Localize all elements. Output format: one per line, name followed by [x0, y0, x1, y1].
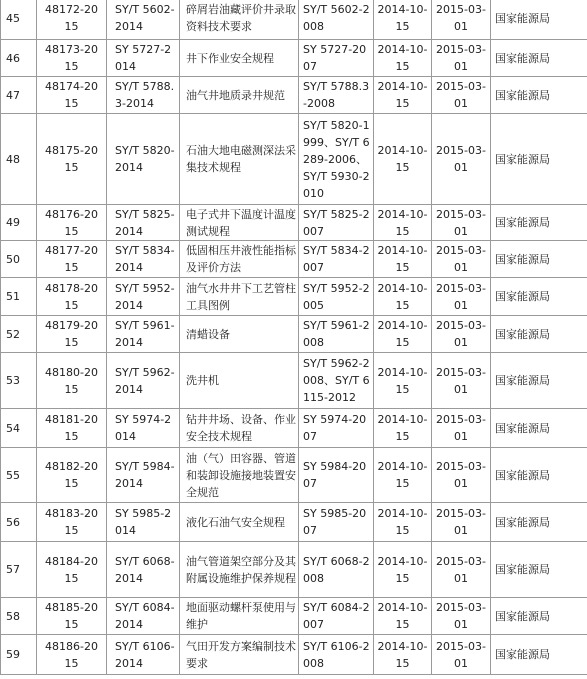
- standard-number: SY/T 5602-2014: [107, 0, 180, 40]
- record-code: 48176-2015: [37, 205, 107, 241]
- issue-date: 2014-10-15: [374, 598, 432, 635]
- record-code: 48178-2015: [37, 278, 107, 316]
- standard-number: SY/T 5961-2014: [107, 316, 180, 353]
- row-number: 46: [1, 40, 37, 77]
- row-number: 59: [1, 635, 37, 675]
- standard-number: SY/T 6106-2014: [107, 635, 180, 675]
- standard-number: SY/T 5788.3-2014: [107, 77, 180, 114]
- replaced-standard: SY/T 6084-2007: [299, 598, 374, 635]
- issuing-department: 国家能源局: [491, 353, 587, 409]
- table-row: [1, 503, 587, 542]
- table-row: [1, 278, 587, 316]
- standard-number: SY 5974-2014: [107, 409, 180, 448]
- issuing-department: 国家能源局: [491, 598, 587, 635]
- standard-name: 油气管道架空部分及其附属设施维护保养规程: [180, 542, 299, 598]
- replaced-standard: SY/T 5952-2005: [299, 278, 374, 316]
- standard-number: SY/T 5834-2014: [107, 241, 180, 278]
- issue-date: 2014-10-15: [374, 503, 432, 542]
- effective-date: 2015-03-01: [432, 316, 491, 353]
- record-code: 48173-2015: [37, 40, 107, 77]
- effective-date: 2015-03-01: [432, 278, 491, 316]
- row-number: 57: [1, 542, 37, 598]
- standard-name: 钻井井场、设备、作业安全技术规程: [180, 409, 299, 448]
- issuing-department: 国家能源局: [491, 635, 587, 675]
- row-number: 49: [1, 205, 37, 241]
- record-code: 48184-2015: [37, 542, 107, 598]
- standard-number: SY/T 6068-2014: [107, 542, 180, 598]
- replaced-standard: SY 5974-2007: [299, 409, 374, 448]
- row-number: 55: [1, 448, 37, 503]
- issuing-department: 国家能源局: [491, 278, 587, 316]
- standard-number: SY/T 5984-2014: [107, 448, 180, 503]
- issuing-department: 国家能源局: [491, 77, 587, 114]
- replaced-standard: SY 5985-2007: [299, 503, 374, 542]
- record-code: 48181-2015: [37, 409, 107, 448]
- replaced-standard: SY/T 5961-2008: [299, 316, 374, 353]
- issue-date: 2014-10-15: [374, 0, 432, 40]
- effective-date: 2015-03-01: [432, 542, 491, 598]
- standard-number: SY/T 5825-2014: [107, 205, 180, 241]
- row-number: 52: [1, 316, 37, 353]
- issuing-department: 国家能源局: [491, 114, 587, 205]
- table-row: [1, 77, 587, 114]
- issuing-department: 国家能源局: [491, 241, 587, 278]
- issue-date: 2014-10-15: [374, 114, 432, 205]
- row-number: 47: [1, 77, 37, 114]
- issue-date: 2014-10-15: [374, 353, 432, 409]
- standard-name: 地面驱动螺杆泵使用与维护: [180, 598, 299, 635]
- standard-name: 低固相压井液性能指标及评价方法: [180, 241, 299, 278]
- effective-date: 2015-03-01: [432, 353, 491, 409]
- record-code: 48186-2015: [37, 635, 107, 675]
- standard-name: 气田开发方案编制技术要求: [180, 635, 299, 675]
- table-row: [1, 205, 587, 241]
- replaced-standard: SY 5727-2007: [299, 40, 374, 77]
- issue-date: 2014-10-15: [374, 77, 432, 114]
- issuing-department: 国家能源局: [491, 503, 587, 542]
- standard-name: 油气水井井下工艺管柱工具图例: [180, 278, 299, 316]
- effective-date: 2015-03-01: [432, 448, 491, 503]
- row-number: 53: [1, 353, 37, 409]
- effective-date: 2015-03-01: [432, 503, 491, 542]
- effective-date: 2015-03-01: [432, 635, 491, 675]
- standard-number: SY/T 6084-2014: [107, 598, 180, 635]
- issue-date: 2014-10-15: [374, 316, 432, 353]
- row-number: 54: [1, 409, 37, 448]
- replaced-standard: SY/T 5602-2008: [299, 0, 374, 40]
- record-code: 48177-2015: [37, 241, 107, 278]
- row-number: 48: [1, 114, 37, 205]
- issue-date: 2014-10-15: [374, 635, 432, 675]
- issuing-department: 国家能源局: [491, 409, 587, 448]
- record-code: 48183-2015: [37, 503, 107, 542]
- issue-date: 2014-10-15: [374, 542, 432, 598]
- standard-number: SY/T 5820-2014: [107, 114, 180, 205]
- issue-date: 2014-10-15: [374, 409, 432, 448]
- row-number: 50: [1, 241, 37, 278]
- effective-date: 2015-03-01: [432, 114, 491, 205]
- issuing-department: 国家能源局: [491, 0, 587, 40]
- replaced-standard: SY/T 5834-2007: [299, 241, 374, 278]
- record-code: 48175-2015: [37, 114, 107, 205]
- issuing-department: 国家能源局: [491, 40, 587, 77]
- record-code: 48174-2015: [37, 77, 107, 114]
- replaced-standard: SY/T 5962-2008、SY/T 6115-2012: [299, 353, 374, 409]
- table-row: [1, 598, 587, 635]
- record-code: 48172-2015: [37, 0, 107, 40]
- standard-name: 电子式井下温度计温度测试规程: [180, 205, 299, 241]
- effective-date: 2015-03-01: [432, 409, 491, 448]
- effective-date: 2015-03-01: [432, 40, 491, 77]
- record-code: 48179-2015: [37, 316, 107, 353]
- standard-number: SY 5727-2014: [107, 40, 180, 77]
- replaced-standard: SY/T 6068-2008: [299, 542, 374, 598]
- issuing-department: 国家能源局: [491, 448, 587, 503]
- replaced-standard: SY/T 6106-2008: [299, 635, 374, 675]
- row-number: 45: [1, 0, 37, 40]
- standard-name: 液化石油气安全规程: [180, 503, 299, 542]
- effective-date: 2015-03-01: [432, 598, 491, 635]
- standard-name: 清蜡设备: [180, 316, 299, 353]
- table-row: [1, 316, 587, 353]
- record-code: 48182-2015: [37, 448, 107, 503]
- record-code: 48185-2015: [37, 598, 107, 635]
- issue-date: 2014-10-15: [374, 241, 432, 278]
- standard-number: SY 5985-2014: [107, 503, 180, 542]
- standard-number: SY/T 5962-2014: [107, 353, 180, 409]
- issue-date: 2014-10-15: [374, 205, 432, 241]
- standard-name: 洗井机: [180, 353, 299, 409]
- table-row: [1, 635, 587, 675]
- standard-number: SY/T 5952-2014: [107, 278, 180, 316]
- table-row: [1, 0, 587, 40]
- effective-date: 2015-03-01: [432, 0, 491, 40]
- replaced-standard: SY/T 5820-1999、SY/T 6289-2006、SY/T 5930-2010: [299, 114, 374, 205]
- standard-name: 井下作业安全规程: [180, 40, 299, 77]
- table-row: [1, 114, 587, 205]
- table-row: [1, 353, 587, 409]
- standard-name: 碎屑岩油藏评价井录取资料技术要求: [180, 0, 299, 40]
- row-number: 56: [1, 503, 37, 542]
- issuing-department: 国家能源局: [491, 542, 587, 598]
- effective-date: 2015-03-01: [432, 77, 491, 114]
- standard-name: 油气井地质录井规范: [180, 77, 299, 114]
- table-row: [1, 40, 587, 77]
- table-row: [1, 241, 587, 278]
- effective-date: 2015-03-01: [432, 241, 491, 278]
- row-number: 58: [1, 598, 37, 635]
- replaced-standard: SY/T 5825-2007: [299, 205, 374, 241]
- issue-date: 2014-10-15: [374, 278, 432, 316]
- replaced-standard: SY/T 5788.3-2008: [299, 77, 374, 114]
- issuing-department: 国家能源局: [491, 205, 587, 241]
- effective-date: 2015-03-01: [432, 205, 491, 241]
- issue-date: 2014-10-15: [374, 448, 432, 503]
- standard-name: 油（气）田容器、管道和装卸设施接地装置安全规范: [180, 448, 299, 503]
- issuing-department: 国家能源局: [491, 316, 587, 353]
- replaced-standard: SY 5984-2007: [299, 448, 374, 503]
- standard-name: 石油大地电磁测深法采集技术规程: [180, 114, 299, 205]
- table-row: [1, 409, 587, 448]
- record-code: 48180-2015: [37, 353, 107, 409]
- issue-date: 2014-10-15: [374, 40, 432, 77]
- table-row: [1, 448, 587, 503]
- table-row: [1, 542, 587, 598]
- row-number: 51: [1, 278, 37, 316]
